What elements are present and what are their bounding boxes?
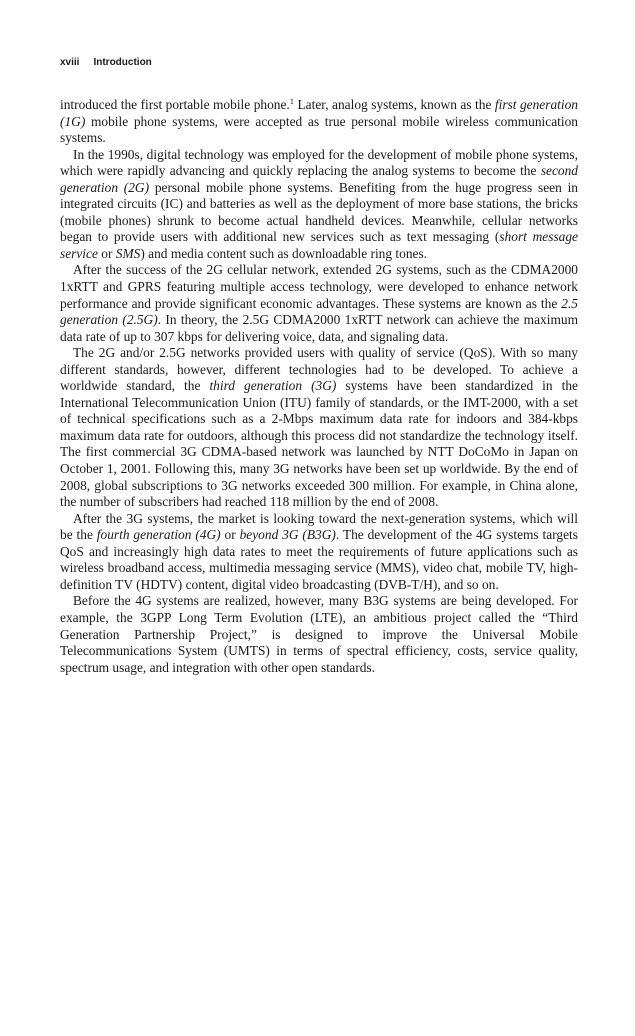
text-run: systems have been standardized in the International Telecommunication Union (ITU) family of standards, or the IMT-2000, with a set of technical specifications such as a 2-Mbps maximum data rate for indoors and 384-kbps maximum data rate for outdoors, although this process did not standardize the technology itself. The first commercial 3G CDMA-based network was launched by NTT DoCoMo in Japan on October 1, 2001. Following this, many 3G networks have been set up worldwide. By the end of 2008, global subscriptions to 3G networks exceeded 300 million. For example, in China alone, the number of subscribers had reached 118 million by the end of 2008. <box>60 378 578 510</box>
chapter-title: Introduction <box>93 57 152 68</box>
text-run: ) and media content such as downloadable ring tones. <box>140 245 428 261</box>
body-text <box>60 97 578 676</box>
text-run: After the 3G systems, the market is looking toward the next-generation systems, which will be the <box>60 510 578 543</box>
text-run: Before the 4G systems are realized, however, many B3G systems are being developed. For example, the 3GPP Long Term Evolution (LTE), an ambitious project called the “Third Generation Partnership Project,” is designed to improve the Universal Mobile Telecommunications System (UMTS) in terms of spectral efficiency, costs, service quality, spectrum usage, and integration with other open standards. <box>60 593 578 675</box>
text-run: . The development of the 4G systems targets QoS and increasingly high data rates to meet the requirements of future applications such as wireless broadband access, multimedia messaging service (MMS), video chat, mobile TV, high-definition TV (HDTV) content, digital video broadcasting (DVB-T/H), and so on. <box>60 527 578 592</box>
footnote-marker: 1 <box>289 96 295 106</box>
paragraph <box>60 262 578 345</box>
italic-term: second generation (2G) <box>60 163 578 195</box>
text-run: In the 1990s, digital technology was employed for the development of mobile phone systems, which were rapidly advancing and quickly replacing the analog systems to become the <box>60 146 578 179</box>
italic-term: third generation (3G) <box>209 378 337 394</box>
text-run: introduced the first portable mobile phone. <box>60 97 290 112</box>
running-head <box>60 57 152 68</box>
text-run: mobile phone systems, were accepted as true personal mobile wireless communication systems. <box>60 113 578 146</box>
paragraph <box>60 345 578 510</box>
paragraph <box>60 97 578 147</box>
text-run: or <box>97 245 116 261</box>
text-run: The 2G and/or 2.5G networks provided users with quality of service (QoS). With so many different standards, however, different technologies had to be developed. To achieve a worldwide standard, the <box>60 345 578 394</box>
paragraph <box>60 511 578 594</box>
text-run: personal mobile phone systems. Benefiting from the huge progress seen in integrated circuits (IC) and batteries as well as the deployment of more base stations, the bricks (mobile phones) shrunk to become actual handheld devices. Meanwhile, cellular networks began to provide users with additional new services such as text messaging ( <box>60 179 578 245</box>
italic-term: first generation (1G) <box>60 97 578 129</box>
italic-term: fourth generation (4G) <box>96 527 221 543</box>
italic-term: short message service <box>60 229 578 261</box>
italic-term: 2.5 generation (2.5G) <box>60 295 578 328</box>
italic-term: beyond 3G (B3G) <box>239 527 336 543</box>
text-run: After the success of the 2G cellular network, extended 2G systems, such as the CDMA2000 1xRTT and GPRS featuring multiple access technology, were developed to enhance network performance and provide significant economic advantages. These systems are known as the <box>60 262 578 311</box>
text-run: Later, analog systems, known as the <box>294 97 495 112</box>
paragraph <box>60 147 578 263</box>
text-run: . In theory, the 2.5G CDMA2000 1xRTT network can achieve the maximum data rate of up to 307 kbps for delivering voice, data, and signaling data. <box>60 312 578 344</box>
paragraph <box>60 593 578 676</box>
text-run: or <box>220 527 240 543</box>
italic-term: SMS <box>115 245 141 261</box>
page-number: xviii <box>60 57 80 68</box>
